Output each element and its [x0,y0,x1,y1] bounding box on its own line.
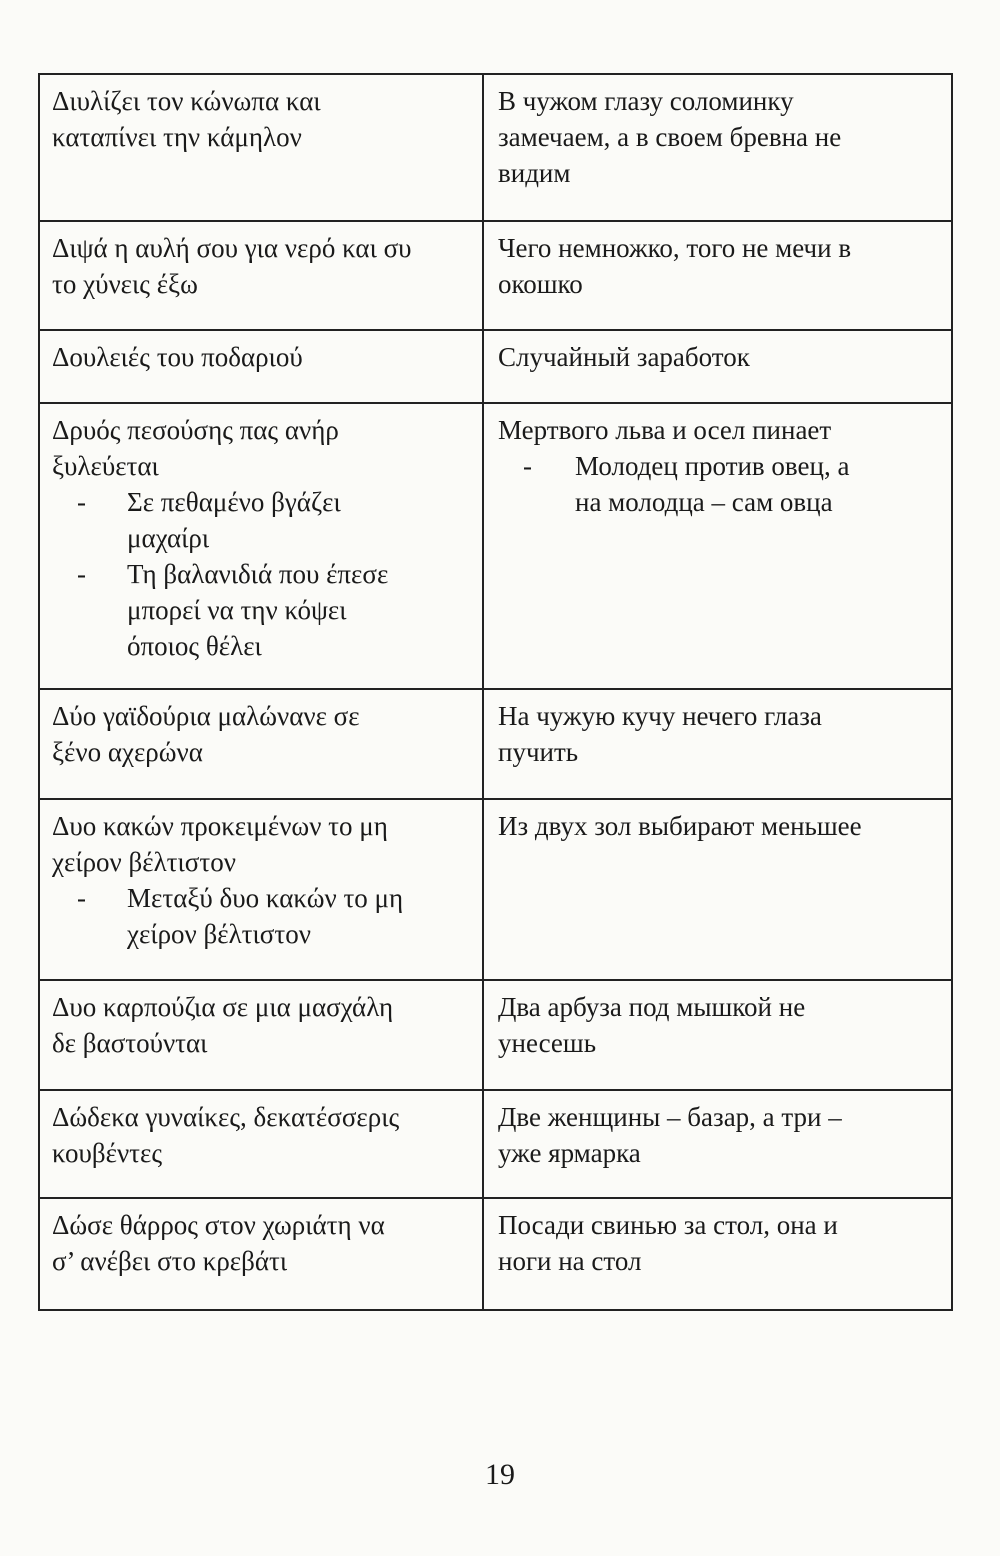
greek-line: ξυλεύεται [52,451,159,481]
greek-line: καταπίνει την κάμηλον [52,122,302,152]
russian-line: окошко [498,269,583,299]
russian-equivalent-cell [483,403,952,689]
greek-variant-item [52,556,472,664]
greek-line: ξένο αχερώνα [52,737,203,767]
russian-variant-item [498,448,941,520]
greek-line: χείρον βέλτιστον [52,847,236,877]
russian-equivalent-cell [483,330,952,403]
table-row [39,403,952,689]
table-row [39,74,952,221]
greek-line: Δουλειές του ποδαριού [52,342,303,372]
russian-line: Мертвого льва и осел пинает [498,415,832,445]
russian-line: видим [498,158,571,188]
russian-variant-line: на молодца – сам овца [575,487,833,517]
greek-line: Διψά η αυλή σου για νερό και συ [52,233,412,263]
russian-line: пучить [498,737,579,767]
greek-line: Δυο καρπούζια σε μια μασχάλη [52,992,394,1022]
greek-line: το χύνεις έξω [52,269,198,299]
page-number: 19 [485,1458,515,1491]
russian-line: Случайный заработок [498,342,750,372]
table-row [39,799,952,980]
greek-variants-list [52,484,472,664]
greek-variant-line: - Μεταξύ δυο κακών το μη [127,883,404,913]
russian-equivalent-cell [483,689,952,799]
russian-line: замечаем, а в своем бревна не [498,122,842,152]
russian-line: Из двух зол выбирают меньшее [498,811,862,841]
greek-line: Δώδεκα γυναίκες, δεκατέσσερις [52,1102,400,1132]
table-row [39,980,952,1090]
russian-variant-line: - Молодец против овец, а [575,451,850,481]
greek-line: Δυο κακών προκειμένων το μη [52,811,388,841]
russian-line: Чего немножко, того не мечи в [498,233,852,263]
table-row [39,689,952,799]
greek-variant-line: - Τη βαλανιδιά που έπεσε [127,559,389,589]
greek-line: σ’ ανέβει στο κρεβάτι [52,1246,288,1276]
russian-line: унесешь [498,1028,597,1058]
greek-line: Δώσε θάρρος στον χωριάτη να [52,1210,385,1240]
russian-line: уже ярмарка [498,1138,641,1168]
greek-line: δε βαστούνται [52,1028,208,1058]
table-row [39,221,952,330]
russian-equivalent-cell [483,221,952,330]
greek-variant-line: - Σε πεθαμένο βγάζει [127,487,341,517]
table-row [39,1090,952,1198]
greek-variant-item [52,484,472,556]
greek-proverb-cell [39,403,483,689]
proverb-table [38,73,953,1311]
greek-variants-list [52,880,472,952]
greek-proverb-cell [39,689,483,799]
greek-proverb-cell [39,799,483,980]
russian-line: На чужую кучу нечего глаза [498,701,822,731]
russian-equivalent-cell [483,980,952,1090]
russian-equivalent-cell [483,74,952,221]
russian-equivalent-cell [483,799,952,980]
russian-equivalent-cell [483,1198,952,1310]
greek-variant-line: χείρον βέλτιστον [127,919,311,949]
greek-proverb-cell [39,1198,483,1310]
greek-proverb-cell [39,221,483,330]
russian-variants-list [498,448,941,520]
greek-line: κουβέντες [52,1138,163,1168]
table-body [39,74,952,1310]
russian-line: В чужом глазу соломинку [498,86,794,116]
table-row [39,330,952,403]
greek-line: Δρυός πεσούσης πας ανήρ [52,415,339,445]
greek-proverb-cell [39,1090,483,1198]
greek-variant-line: μπορεί να την κόψει [127,595,347,625]
russian-equivalent-cell [483,1090,952,1198]
greek-proverb-cell [39,330,483,403]
greek-variant-line: μαχαίρι [127,523,210,553]
russian-line: ноги на стол [498,1246,642,1276]
russian-line: Два арбуза под мышкой не [498,992,806,1022]
greek-variant-item [52,880,472,952]
greek-proverb-cell [39,980,483,1090]
russian-line: Две женщины – базар, а три – [498,1102,842,1132]
greek-line: Διυλίζει τον κώνωπα και [52,86,321,116]
table-row [39,1198,952,1310]
greek-variant-line: όποιος θέλει [127,631,262,661]
greek-proverb-cell [39,74,483,221]
russian-line: Посади свинью за стол, она и [498,1210,838,1240]
greek-line: Δύο γαϊδούρια μαλώνανε σε [52,701,360,731]
